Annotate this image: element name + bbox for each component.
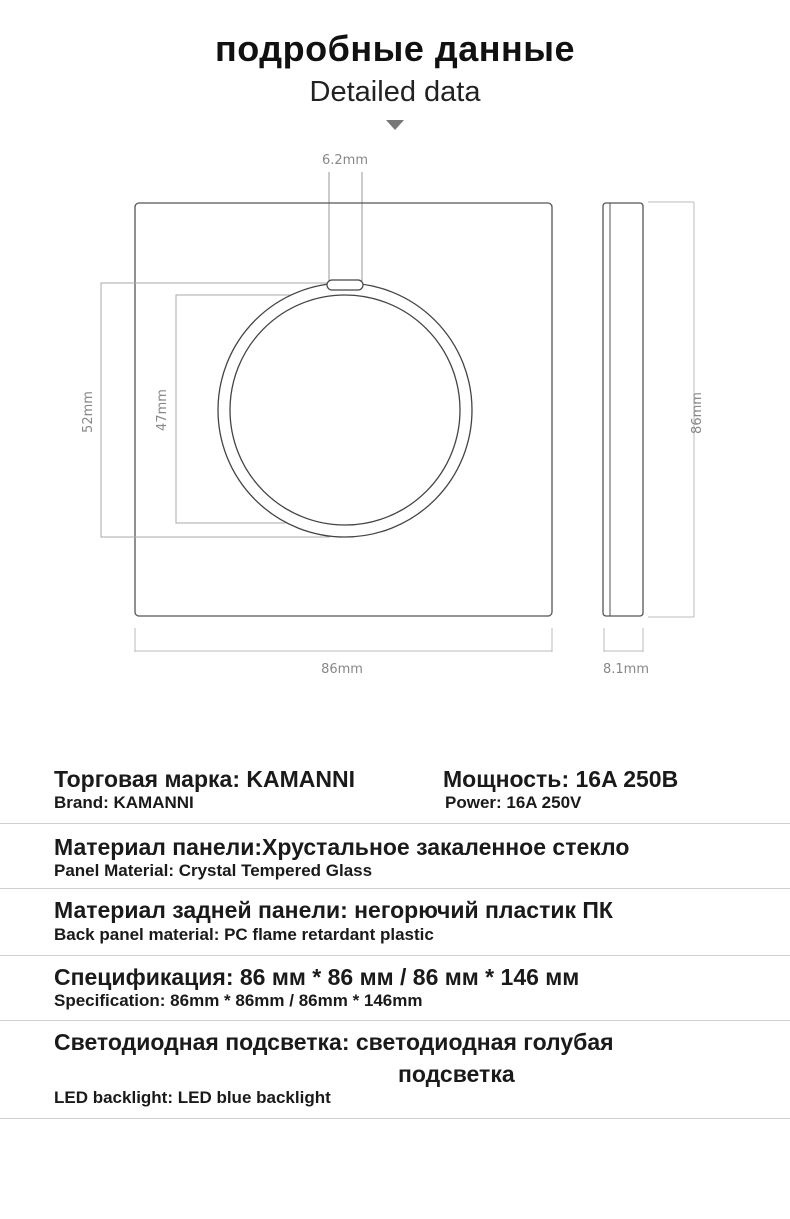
divider [0,1020,790,1021]
outer-height-label: 52mm [81,391,96,433]
down-arrow-icon [386,120,404,130]
inner-button [230,295,460,525]
depth-label: 8.1mm [602,662,650,677]
divider [0,888,790,889]
divider [0,1118,790,1119]
brand-en: Brand: KAMANNI [54,793,194,812]
brand-ru: Торговая марка: KAMANNI [54,766,355,792]
panel-height-label: 86mm [690,392,705,434]
power-ru: Мощность: 16A 250В [443,766,679,792]
page-subtitle: Detailed data [309,76,481,108]
led-ru-line2: подсветка [398,1061,515,1087]
led-en: LED backlight: LED blue backlight [54,1088,331,1107]
power-en: Power: 16A 250V [445,793,582,812]
led-indicator [327,280,363,290]
back-material-ru: Материал задней панели: негорючий пластик ПК [54,897,613,923]
divider [0,955,790,956]
top-width-label: 6.2mm [321,153,369,168]
back-material-en: Back panel material: PC flame retardant plastic [54,925,434,944]
panel-width-label: 86mm [321,662,363,677]
side-view-outline [603,203,643,616]
divider [0,823,790,824]
inner-height-label: 47mm [155,389,170,431]
page-title: подробные данные [215,28,575,69]
led-ru-line1: Светодиодная подсветка: светодиодная голубая [54,1029,614,1055]
specification-ru: Спецификация: 86 мм * 86 мм / 86 мм * 146 мм [54,964,580,990]
dimension-diagram [0,140,790,700]
panel-material-ru: Материал панели:Хрустальное закаленное стекло [54,834,630,860]
panel-material-en: Panel Material: Crystal Tempered Glass [54,861,373,880]
specification-en: Specification: 86mm * 86mm / 86mm * 146mm [54,991,423,1010]
